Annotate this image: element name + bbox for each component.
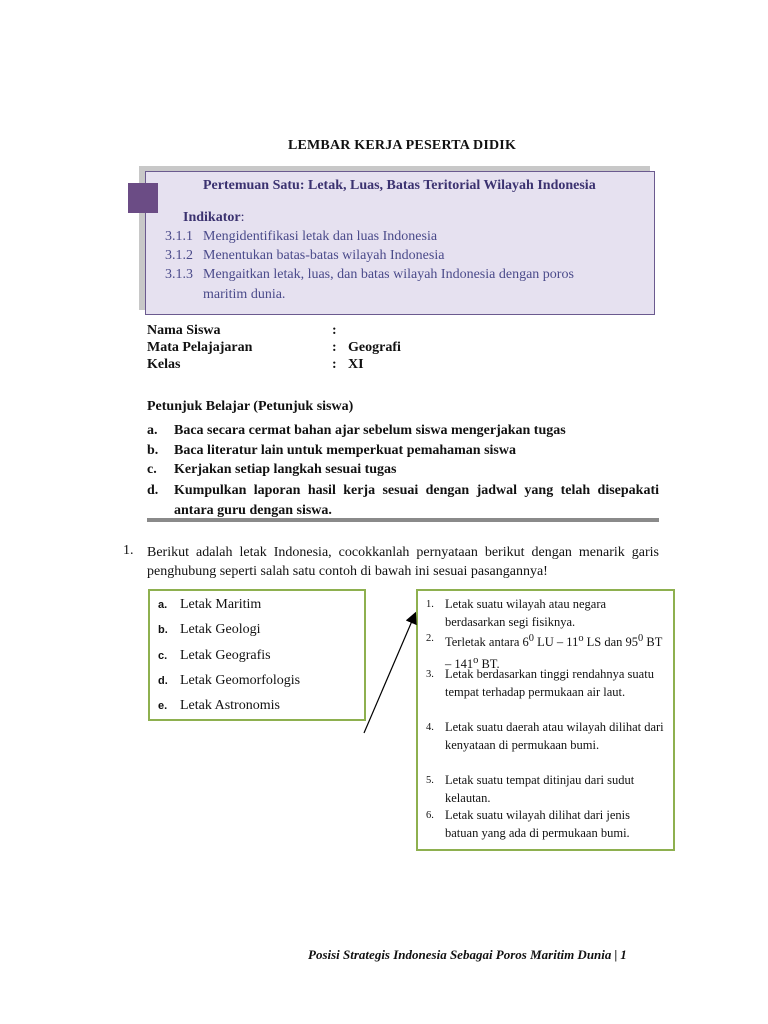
right-option[interactable]: 6. Letak suatu wilayah dilihat dari jenis batuan yang ada di permukaan bumi. — [426, 808, 631, 840]
left-option[interactable]: d. Letak Geomorfologis — [158, 673, 301, 688]
instructions-heading: Petunjuk Belajar (Petunjuk siswa) — [147, 399, 354, 414]
instruction-step: b. Baca literatur lain untuk memperkuat pemahaman siswa — [147, 443, 516, 458]
page-title: LEMBAR KERJA PESERTA DIDIK — [287, 138, 517, 153]
indicator-item: 3.1.2 Menentukan batas-batas wilayah Indonesia — [165, 248, 445, 263]
left-option[interactable]: a. Letak Maritim — [158, 597, 262, 612]
question-number: 1. — [123, 543, 134, 558]
instruction-step: a. Baca secara cermat bahan ajar sebelum siswa mengerjakan tugas — [147, 423, 566, 438]
identity-row-subject: Mata Pelajajaran : Geografi — [147, 340, 401, 355]
indicator-label: Indikator: — [183, 210, 245, 225]
left-option[interactable]: e. Letak Astronomis — [158, 698, 280, 713]
identity-row-name: Nama Siswa : — [147, 323, 337, 338]
connector-arrow — [360, 600, 430, 740]
divider — [147, 518, 659, 522]
left-option[interactable]: c. Letak Geografis — [158, 648, 271, 663]
instruction-step: c. Kerjakan setiap langkah sesuai tugas — [147, 462, 397, 477]
header-accent-square — [128, 183, 158, 213]
right-option[interactable]: 5. Letak suatu tempat ditinjau dari sudut kelautan. — [426, 773, 635, 805]
right-option[interactable]: 2. Terletak antara $6^0$ LU – 11$^o$ LS dan $95^0$ BT – 141$^o$ BT. — [426, 633, 663, 671]
identity-row-class: Kelas : XI — [147, 357, 364, 372]
right-option[interactable]: 4. Letak suatu daerah atau wilayah dilihat dari kenyataan di permukaan bumi. — [426, 720, 664, 752]
left-option[interactable]: b. Letak Geologi — [158, 622, 261, 637]
instruction-step: d. Kumpulkan laporan hasil kerja sesuai dengan jadwal yang telah disepakati antara guru dengan siswa. — [147, 483, 659, 518]
question-text: Berikut adalah letak Indonesia, cocokkanlah pernyataan berikut dengan menarik garis penghubung seperti salah satu contoh di bawah ini sesuai pasangannya! — [147, 545, 659, 579]
right-option[interactable]: 3. Letak berdasarkan tinggi rendahnya suatu tempat terhadap permukaan air laut. — [426, 667, 654, 699]
page-footer: Posisi Strategis Indonesia Sebagai Poros Maritim Dunia | 1 — [308, 947, 627, 962]
meeting-title: Pertemuan Satu: Letak, Luas, Batas Teritorial Wilayah Indonesia — [203, 178, 596, 193]
indicator-item-continuation: maritim dunia. — [203, 287, 286, 302]
indicator-item: 3.1.3 Mengaitkan letak, luas, dan batas wilayah Indonesia dengan poros — [165, 267, 574, 282]
right-option[interactable]: 1. Letak suatu wilayah atau negara berdasarkan segi fisiknya. — [426, 597, 607, 629]
indicator-item: 3.1.1 Mengidentifikasi letak dan luas Indonesia — [165, 229, 438, 244]
